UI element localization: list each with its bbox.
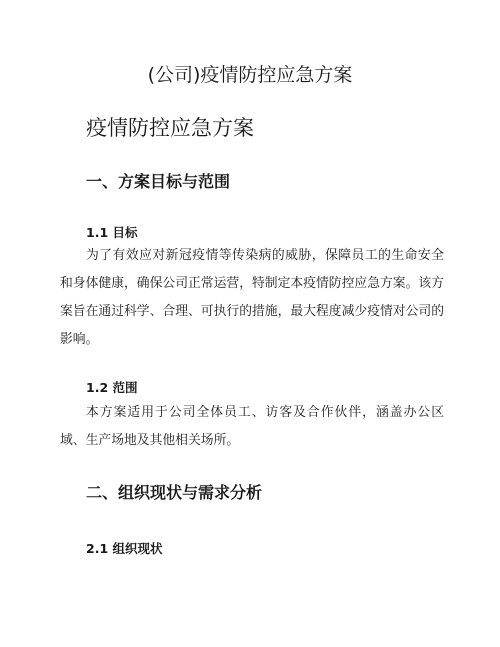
section-heading-1: 一、方案目标与范围 [86, 172, 231, 191]
subsection-heading-1-1: 1.1 目标 [86, 225, 138, 240]
subsection-heading-1-2: 1.2 范围 [86, 380, 138, 395]
document-title: (公司)疫情防控应急方案 [147, 64, 353, 86]
section-heading-2: 二、组织现状与需求分析 [86, 483, 263, 502]
subsection-text-1-2: 本方案适用于公司全体员工、访客及合作伙伴，涵盖办公区域、生产场地及其他相关场所。 [60, 405, 444, 448]
subsection-text-1-1: 为了有效应对新冠疫情等传染病的威胁，保障员工的生命安全和身体健康，确保公司正常运营，特制定本疫情防控应急方案。该方案旨在通过科学、合理、可执行的措施，最大程度减少疫情对公司的影响。 [60, 248, 444, 347]
document-heading: 疫情防控应急方案 [86, 116, 254, 140]
subsection-heading-2-1: 2.1 组织现状 [86, 541, 163, 556]
